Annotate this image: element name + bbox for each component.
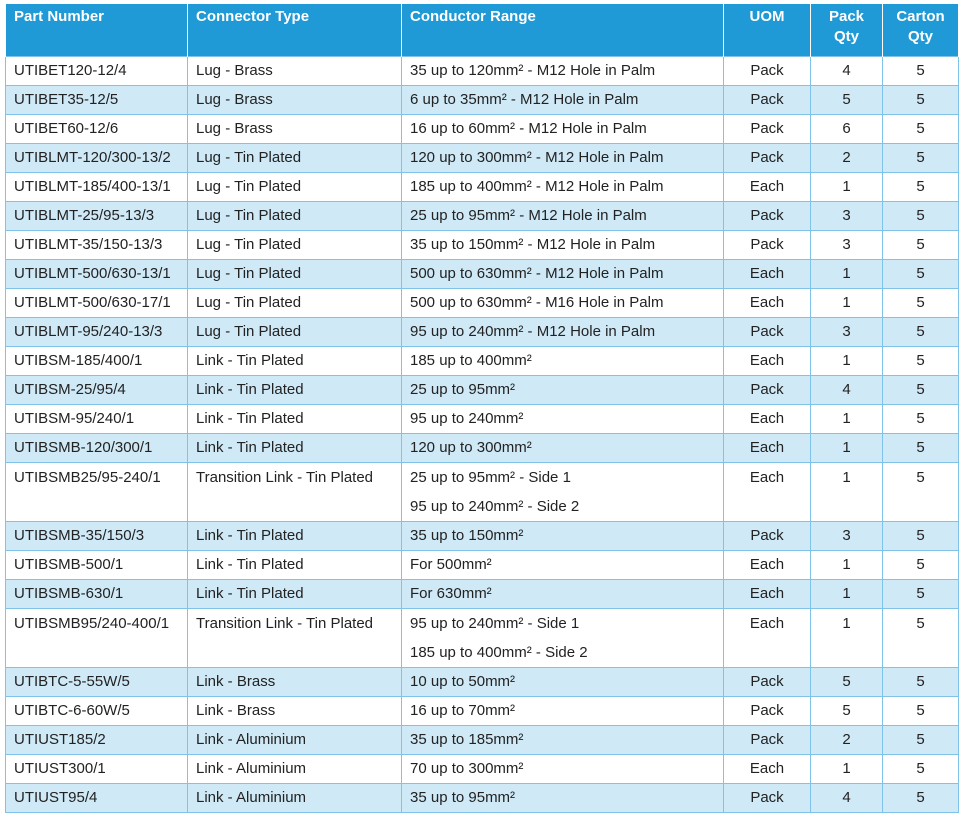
carton-qty-cell: 5 bbox=[883, 86, 959, 115]
pack-qty-cell-text: 1 bbox=[842, 469, 851, 486]
conductor-range-line: 6 up to 35mm² - M12 Hole in Palm bbox=[410, 91, 639, 108]
part-number-cell-text: UTIBSMB25/95-240/1 bbox=[14, 469, 161, 486]
table-row bbox=[6, 668, 959, 697]
conductor-range-line: 185 up to 400mm² - Side 2 bbox=[410, 644, 588, 661]
table-row bbox=[6, 86, 959, 115]
pack-qty-cell: 3 bbox=[811, 231, 883, 260]
connector-type-cell: Lug - Tin Plated bbox=[188, 144, 402, 173]
conductor-range-line: 25 up to 95mm² bbox=[410, 381, 516, 398]
connector-type-cell: Lug - Brass bbox=[188, 115, 402, 144]
carton-qty-cell: 5 bbox=[883, 376, 959, 405]
part-number-cell bbox=[6, 609, 188, 668]
conductor-range-cell bbox=[402, 405, 724, 434]
uom-cell: Each bbox=[724, 434, 811, 463]
part-number-cell: UTIBSMB-35/150/3 bbox=[6, 522, 188, 551]
conductor-range-cell bbox=[402, 318, 724, 347]
table-row bbox=[6, 115, 959, 144]
conductor-range-cell bbox=[402, 580, 724, 609]
pack-qty-cell bbox=[811, 609, 883, 668]
conductor-range-cell bbox=[402, 551, 724, 580]
carton-qty-cell: 5 bbox=[883, 726, 959, 755]
connector-type-cell: Lug - Tin Plated bbox=[188, 202, 402, 231]
conductor-range-line: 25 up to 95mm² - M12 Hole in Palm bbox=[410, 207, 647, 224]
part-number-cell: UTIBLMT-185/400-13/1 bbox=[6, 173, 188, 202]
pack-qty-cell: 4 bbox=[811, 376, 883, 405]
table-row bbox=[6, 434, 959, 463]
pack-qty-cell: 3 bbox=[811, 318, 883, 347]
uom-cell: Each bbox=[724, 260, 811, 289]
connector-type-cell: Link - Tin Plated bbox=[188, 522, 402, 551]
pack-qty-cell: 2 bbox=[811, 726, 883, 755]
header-connector-type: Connector Type bbox=[188, 4, 402, 57]
carton-qty-cell: 5 bbox=[883, 784, 959, 813]
conductor-range-cell bbox=[402, 86, 724, 115]
pack-qty-cell: 1 bbox=[811, 260, 883, 289]
part-number-cell: UTIBLMT-500/630-13/1 bbox=[6, 260, 188, 289]
connector-type-cell: Link - Tin Plated bbox=[188, 580, 402, 609]
part-number-cell: UTIBLMT-95/240-13/3 bbox=[6, 318, 188, 347]
uom-cell: Pack bbox=[724, 86, 811, 115]
header-part-number: Part Number bbox=[6, 4, 188, 57]
carton-qty-cell: 5 bbox=[883, 522, 959, 551]
conductor-range-line: 120 up to 300mm² - M12 Hole in Palm bbox=[410, 149, 664, 166]
table-row bbox=[6, 260, 959, 289]
uom-cell bbox=[724, 463, 811, 522]
table-row bbox=[6, 289, 959, 318]
table-row bbox=[6, 755, 959, 784]
pack-qty-cell: 2 bbox=[811, 144, 883, 173]
product-table-container bbox=[5, 4, 958, 813]
header-pack-qty bbox=[811, 4, 883, 57]
conductor-range-line: For 500mm² bbox=[410, 556, 492, 573]
carton-qty-cell: 5 bbox=[883, 755, 959, 784]
conductor-range-cell bbox=[402, 347, 724, 376]
uom-cell: Pack bbox=[724, 668, 811, 697]
connector-type-cell: Link - Tin Plated bbox=[188, 551, 402, 580]
uom-cell: Pack bbox=[724, 57, 811, 86]
conductor-range-cell bbox=[402, 289, 724, 318]
uom-cell: Pack bbox=[724, 522, 811, 551]
table-row bbox=[6, 580, 959, 609]
carton-qty-cell-text: 5 bbox=[916, 469, 925, 486]
conductor-range-cell bbox=[402, 463, 724, 522]
carton-qty-cell: 5 bbox=[883, 434, 959, 463]
connector-type-cell-text: Transition Link - Tin Plated bbox=[196, 469, 374, 486]
carton-qty-cell: 5 bbox=[883, 231, 959, 260]
part-number-cell: UTIBET60-12/6 bbox=[6, 115, 188, 144]
table-row bbox=[6, 202, 959, 231]
table-row bbox=[6, 376, 959, 405]
conductor-range-line: For 630mm² bbox=[410, 585, 492, 602]
table-row bbox=[6, 697, 959, 726]
conductor-range-cell bbox=[402, 784, 724, 813]
table-row bbox=[6, 522, 959, 551]
conductor-range-line: 500 up to 630mm² - M12 Hole in Palm bbox=[410, 265, 664, 282]
connector-type-cell: Lug - Brass bbox=[188, 57, 402, 86]
pack-qty-cell: 1 bbox=[811, 347, 883, 376]
conductor-range-line: 95 up to 240mm² - M12 Hole in Palm bbox=[410, 323, 656, 340]
connector-type-cell: Lug - Tin Plated bbox=[188, 173, 402, 202]
table-row bbox=[6, 784, 959, 813]
header-pack-qty-line1: Pack bbox=[828, 8, 865, 25]
conductor-range-line: 16 up to 70mm² bbox=[410, 702, 516, 719]
conductor-range-cell bbox=[402, 57, 724, 86]
pack-qty-cell: 3 bbox=[811, 522, 883, 551]
part-number-cell: UTIBLMT-35/150-13/3 bbox=[6, 231, 188, 260]
conductor-range-cell bbox=[402, 260, 724, 289]
connector-type-cell: Link - Aluminium bbox=[188, 755, 402, 784]
part-number-cell: UTIBSMB-500/1 bbox=[6, 551, 188, 580]
pack-qty-cell: 5 bbox=[811, 668, 883, 697]
conductor-range-cell bbox=[402, 697, 724, 726]
connector-type-cell: Link - Brass bbox=[188, 668, 402, 697]
carton-qty-cell: 5 bbox=[883, 347, 959, 376]
conductor-range-cell bbox=[402, 755, 724, 784]
uom-cell: Pack bbox=[724, 318, 811, 347]
part-number-cell: UTIBSM-95/240/1 bbox=[6, 405, 188, 434]
pack-qty-cell: 1 bbox=[811, 755, 883, 784]
carton-qty-cell bbox=[883, 609, 959, 668]
conductor-range-cell bbox=[402, 231, 724, 260]
uom-cell: Pack bbox=[724, 144, 811, 173]
carton-qty-cell: 5 bbox=[883, 405, 959, 434]
conductor-range-cell bbox=[402, 202, 724, 231]
uom-cell bbox=[724, 609, 811, 668]
header-carton-qty-line1: Carton bbox=[896, 8, 945, 25]
part-number-cell: UTIBLMT-25/95-13/3 bbox=[6, 202, 188, 231]
connector-type-cell: Lug - Tin Plated bbox=[188, 231, 402, 260]
conductor-range-line: 185 up to 400mm² - M12 Hole in Palm bbox=[410, 178, 664, 195]
conductor-range-line: 35 up to 150mm² bbox=[410, 527, 524, 544]
carton-qty-cell: 5 bbox=[883, 57, 959, 86]
uom-cell: Pack bbox=[724, 697, 811, 726]
conductor-range-line: 35 up to 120mm² - M12 Hole in Palm bbox=[410, 62, 656, 79]
connector-type-cell: Link - Tin Plated bbox=[188, 405, 402, 434]
part-number-cell: UTIBET35-12/5 bbox=[6, 86, 188, 115]
uom-cell: Pack bbox=[724, 115, 811, 144]
uom-cell: Each bbox=[724, 405, 811, 434]
pack-qty-cell: 5 bbox=[811, 697, 883, 726]
conductor-range-line: 95 up to 240mm² - Side 2 bbox=[410, 498, 580, 515]
conductor-range-cell bbox=[402, 173, 724, 202]
part-number-cell: UTIBSMB-120/300/1 bbox=[6, 434, 188, 463]
carton-qty-cell: 5 bbox=[883, 115, 959, 144]
conductor-range-cell bbox=[402, 609, 724, 668]
carton-qty-cell: 5 bbox=[883, 318, 959, 347]
part-number-cell: UTIBTC-5-55W/5 bbox=[6, 668, 188, 697]
part-number-cell: UTIBLMT-120/300-13/2 bbox=[6, 144, 188, 173]
connector-type-cell: Lug - Tin Plated bbox=[188, 260, 402, 289]
uom-cell: Pack bbox=[724, 376, 811, 405]
connector-type-cell: Lug - Brass bbox=[188, 86, 402, 115]
connector-type-cell: Link - Tin Plated bbox=[188, 376, 402, 405]
conductor-range-line: 35 up to 150mm² - M12 Hole in Palm bbox=[410, 236, 656, 253]
conductor-range-line: 35 up to 185mm² bbox=[410, 731, 524, 748]
part-number-cell: UTIUST300/1 bbox=[6, 755, 188, 784]
part-number-cell bbox=[6, 463, 188, 522]
connector-type-cell: Link - Brass bbox=[188, 697, 402, 726]
pack-qty-cell: 1 bbox=[811, 173, 883, 202]
header-pack-qty-line2: Qty bbox=[833, 28, 859, 45]
part-number-cell: UTIBSM-25/95/4 bbox=[6, 376, 188, 405]
table-row bbox=[6, 57, 959, 86]
conductor-range-line: 10 up to 50mm² bbox=[410, 673, 516, 690]
conductor-range-line: 35 up to 95mm² bbox=[410, 789, 516, 806]
conductor-range-cell bbox=[402, 522, 724, 551]
pack-qty-cell: 1 bbox=[811, 405, 883, 434]
uom-cell: Each bbox=[724, 755, 811, 784]
uom-cell: Pack bbox=[724, 202, 811, 231]
carton-qty-cell: 5 bbox=[883, 580, 959, 609]
connector-type-cell: Lug - Tin Plated bbox=[188, 289, 402, 318]
table-row bbox=[6, 726, 959, 755]
carton-qty-cell-text: 5 bbox=[916, 615, 925, 632]
pack-qty-cell: 1 bbox=[811, 434, 883, 463]
conductor-range-cell bbox=[402, 668, 724, 697]
part-number-cell: UTIUST185/2 bbox=[6, 726, 188, 755]
carton-qty-cell: 5 bbox=[883, 551, 959, 580]
table-row bbox=[6, 347, 959, 376]
uom-cell-text: Each bbox=[749, 469, 785, 486]
connector-type-cell: Link - Tin Plated bbox=[188, 347, 402, 376]
part-number-cell: UTIBET120-12/4 bbox=[6, 57, 188, 86]
part-number-cell: UTIBSM-185/400/1 bbox=[6, 347, 188, 376]
part-number-cell: UTIUST95/4 bbox=[6, 784, 188, 813]
pack-qty-cell: 4 bbox=[811, 57, 883, 86]
pack-qty-cell: 4 bbox=[811, 784, 883, 813]
conductor-range-line: 70 up to 300mm² bbox=[410, 760, 524, 777]
uom-cell: Pack bbox=[724, 726, 811, 755]
carton-qty-cell: 5 bbox=[883, 260, 959, 289]
part-number-cell-text: UTIBSMB95/240-400/1 bbox=[14, 615, 170, 632]
connector-type-cell: Lug - Tin Plated bbox=[188, 318, 402, 347]
uom-cell: Each bbox=[724, 347, 811, 376]
uom-cell: Each bbox=[724, 289, 811, 318]
connector-type-cell: Link - Aluminium bbox=[188, 784, 402, 813]
carton-qty-cell: 5 bbox=[883, 668, 959, 697]
table-row bbox=[6, 144, 959, 173]
conductor-range-line: 25 up to 95mm² - Side 1 bbox=[410, 469, 571, 486]
conductor-range-cell bbox=[402, 144, 724, 173]
uom-cell-text: Each bbox=[749, 615, 785, 632]
part-number-cell: UTIBSMB-630/1 bbox=[6, 580, 188, 609]
uom-cell: Pack bbox=[724, 231, 811, 260]
uom-cell: Each bbox=[724, 580, 811, 609]
pack-qty-cell: 3 bbox=[811, 202, 883, 231]
table-header-row bbox=[6, 4, 959, 57]
carton-qty-cell: 5 bbox=[883, 202, 959, 231]
table-row bbox=[6, 405, 959, 434]
connector-type-cell bbox=[188, 609, 402, 668]
carton-qty-cell: 5 bbox=[883, 289, 959, 318]
carton-qty-cell: 5 bbox=[883, 173, 959, 202]
connector-type-cell: Link - Tin Plated bbox=[188, 434, 402, 463]
table-row bbox=[6, 551, 959, 580]
pack-qty-cell: 6 bbox=[811, 115, 883, 144]
carton-qty-cell bbox=[883, 463, 959, 522]
conductor-range-line: 95 up to 240mm² bbox=[410, 410, 524, 427]
pack-qty-cell: 1 bbox=[811, 289, 883, 318]
connector-type-cell: Link - Aluminium bbox=[188, 726, 402, 755]
part-number-cell: UTIBTC-6-60W/5 bbox=[6, 697, 188, 726]
table-row bbox=[6, 463, 959, 522]
uom-cell: Pack bbox=[724, 784, 811, 813]
header-carton-qty bbox=[883, 4, 959, 57]
connector-type-cell bbox=[188, 463, 402, 522]
header-conductor-range: Conductor Range bbox=[402, 4, 724, 57]
conductor-range-cell bbox=[402, 115, 724, 144]
pack-qty-cell: 1 bbox=[811, 580, 883, 609]
carton-qty-cell: 5 bbox=[883, 697, 959, 726]
conductor-range-line: 500 up to 630mm² - M16 Hole in Palm bbox=[410, 294, 664, 311]
table-row bbox=[6, 318, 959, 347]
conductor-range-cell bbox=[402, 434, 724, 463]
carton-qty-cell: 5 bbox=[883, 144, 959, 173]
header-carton-qty-line2: Qty bbox=[907, 28, 933, 45]
pack-qty-cell-text: 1 bbox=[842, 615, 851, 632]
part-number-cell: UTIBLMT-500/630-17/1 bbox=[6, 289, 188, 318]
pack-qty-cell bbox=[811, 463, 883, 522]
conductor-range-line: 16 up to 60mm² - M12 Hole in Palm bbox=[410, 120, 647, 137]
uom-cell: Each bbox=[724, 551, 811, 580]
connector-type-cell-text: Transition Link - Tin Plated bbox=[196, 615, 374, 632]
conductor-range-cell bbox=[402, 726, 724, 755]
product-table bbox=[5, 4, 959, 813]
conductor-range-cell bbox=[402, 376, 724, 405]
pack-qty-cell: 5 bbox=[811, 86, 883, 115]
table-row bbox=[6, 231, 959, 260]
table-row bbox=[6, 609, 959, 668]
conductor-range-line: 120 up to 300mm² bbox=[410, 439, 532, 456]
pack-qty-cell: 1 bbox=[811, 551, 883, 580]
table-row bbox=[6, 173, 959, 202]
table-body bbox=[6, 57, 959, 813]
header-uom: UOM bbox=[724, 4, 811, 57]
uom-cell: Each bbox=[724, 173, 811, 202]
conductor-range-line: 95 up to 240mm² - Side 1 bbox=[410, 615, 580, 632]
conductor-range-line: 185 up to 400mm² bbox=[410, 352, 532, 369]
